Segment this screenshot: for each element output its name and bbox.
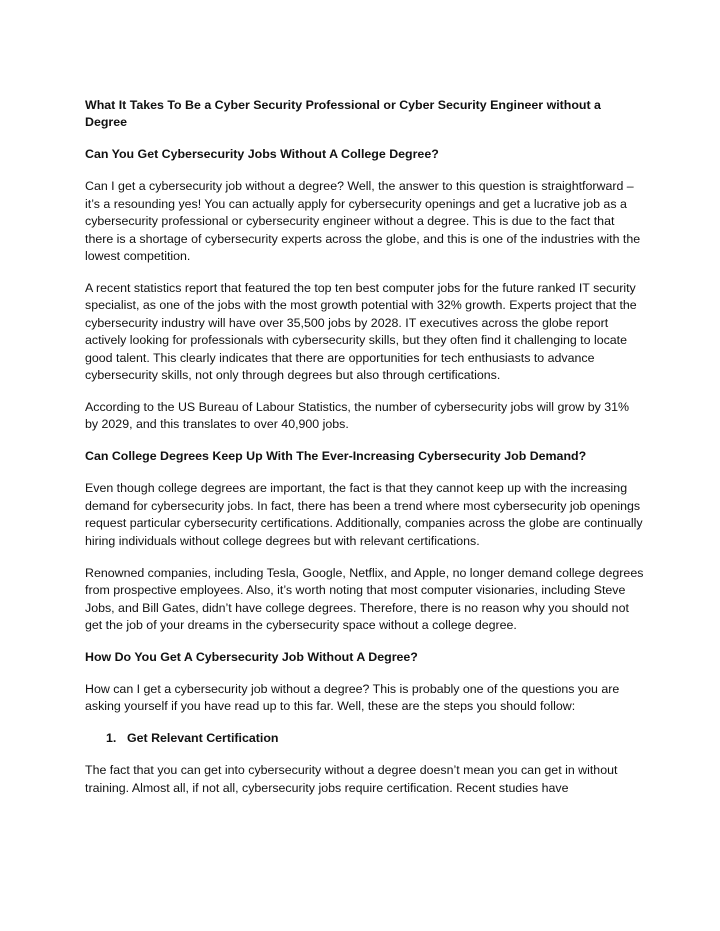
paragraph: Even though college degrees are important, the fact is that they cannot keep up with the increasing demand for cybersecurity jobs. In fact, there has been a trend where most cybersecurity job openings request particular cybersecurity certifications. Additionally, companies across the globe are continually hiring individuals without college degrees but with relevant certifications.	[85, 481, 643, 548]
paragraph: Renowned companies, including Tesla, Google, Netflix, and Apple, no longer demand college degrees from prospective employees. Also, it’s worth noting that most computer visionaries, including Steve Jobs, and Bill Gates, didn’t have college degrees. Therefore, there is no reason why you should not get the job of your dreams in the cybersecurity space without a college degree.	[85, 565, 644, 632]
document-body	[85, 97, 645, 812]
section-heading: Can College Degrees Keep Up With The Ever-Increasing Cybersecurity Job Demand?	[85, 449, 587, 464]
paragraph: Can I get a cybersecurity job without a degree? Well, the answer to this question is straightforward – it’s a resounding yes! You can actually apply for cybersecurity openings and get a lucrative job as a cybersecurity professional or cybersecurity engineer without a degree. This is due to the fact that there is a shortage of cybersecurity experts across the globe, and this is one of the industries with the lowest competition.	[85, 179, 641, 264]
list-item-label: Get Relevant Certification	[127, 731, 279, 746]
numbered-list-item	[85, 730, 645, 747]
paragraph: How can I get a cybersecurity job without a degree? This is probably one of the questions you are asking yourself if you have read up to this far. Well, these are the steps you should follow:	[85, 681, 620, 714]
list-number: 1.	[106, 731, 117, 746]
section-heading: Can You Get Cybersecurity Jobs Without A College Degree?	[85, 147, 439, 162]
paragraph: A recent statistics report that featured the top ten best computer jobs for the future ranked IT security specialist, as one of the jobs with the most growth potential with 32% growth. Experts project that the cybersecurity industry will have over 35,500 jobs by 2028. IT executives across the globe report actively looking for professionals with cybersecurity skills, but they often find it challenging to locate good talent. This clearly indicates that there are opportunities for tech enthusiasts to advance cybersecurity skills, not only through degrees but also through certifications.	[85, 281, 637, 383]
document-title: What It Takes To Be a Cyber Security Professional or Cyber Security Engineer without a Degree	[85, 98, 601, 130]
section-heading: How Do You Get A Cybersecurity Job Without A Degree?	[85, 649, 418, 664]
paragraph: According to the US Bureau of Labour Statistics, the number of cybersecurity jobs will grow by 31% by 2029, and this translates to over 40,900 jobs.	[85, 400, 630, 432]
paragraph: The fact that you can get into cybersecurity without a degree doesn’t mean you can get in without training. Almost all, if not all, cybersecurity jobs require certification. Recent studies have	[85, 763, 618, 795]
